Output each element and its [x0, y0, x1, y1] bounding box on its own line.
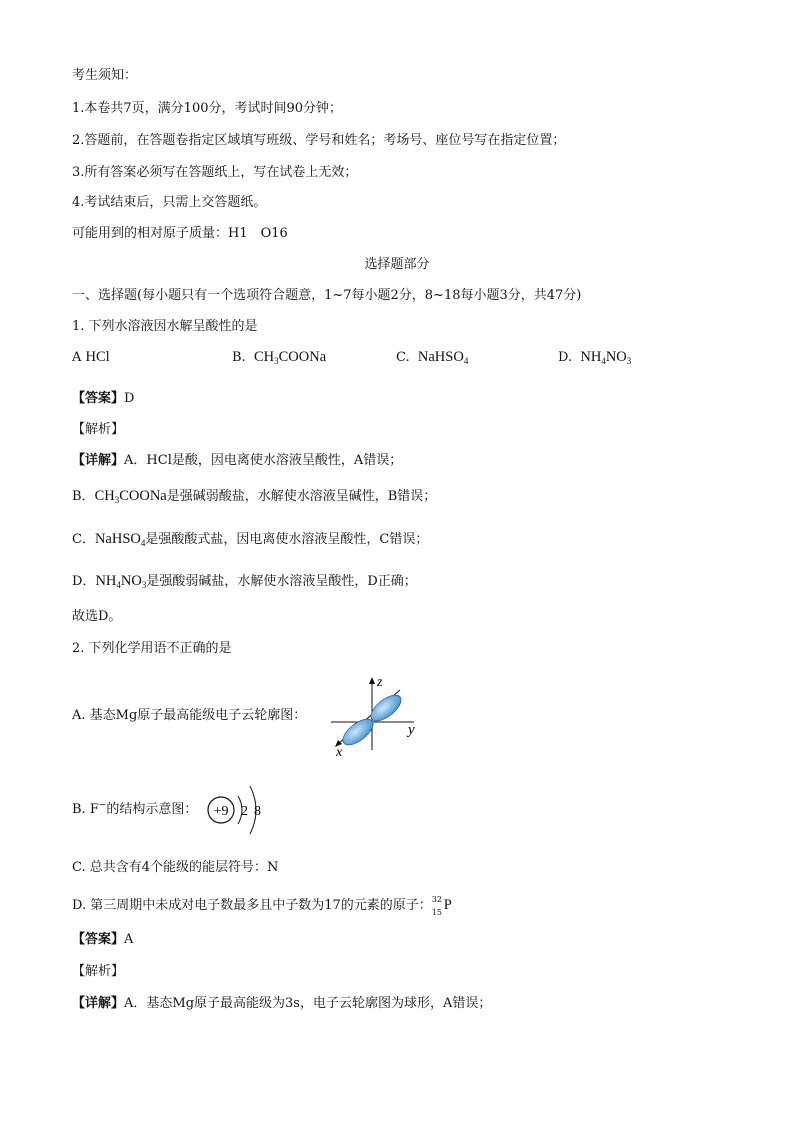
- notice-item-1: 1.本卷共7页，满分100分，考试时间90分钟；: [72, 101, 343, 116]
- q2-option-b-prefix: B. F: [72, 802, 99, 817]
- isotope-notation: [431, 895, 444, 917]
- q2-detail-a-text: A．基态Mg原子最高能级为3s，电子云轮廓图为球形，A错误；: [124, 996, 492, 1011]
- notice-item-3: 3.所有答案必须写在答题纸上，写在试卷上无效；: [72, 165, 358, 180]
- detail-b-formula: $CH_3COONa$: [94, 488, 167, 505]
- q1-option-c: [396, 349, 468, 366]
- shell-1-electrons: 2: [241, 804, 248, 819]
- notice-title: 考生须知：: [72, 68, 138, 83]
- detail-c-text: 是强酸酸式盐，因电离使水溶液呈酸性，C错误；: [145, 532, 429, 547]
- q1-option-a: [72, 349, 110, 366]
- q2-detail-a: [72, 995, 491, 1013]
- q1-option-d: [558, 349, 631, 366]
- notice-item-4: 4.考试结束后，只需上交答题纸。: [72, 195, 267, 210]
- detail-label: 【详解】: [72, 996, 125, 1011]
- q2-answer: [72, 931, 133, 949]
- q1-detail-d: [72, 572, 417, 591]
- q1-conclusion: 故选D。: [72, 609, 122, 624]
- q1-option-b-letter: B.: [232, 350, 246, 365]
- answer-value: A: [124, 932, 134, 947]
- detail-a-text: A．HCl是酸，因电离使水溶液呈酸性，A错误；: [124, 453, 403, 468]
- q1-option-b-formula: $CH_3COONa$: [253, 349, 327, 366]
- detail-d-formula: $NH_4NO_3$: [95, 573, 147, 590]
- answer-label: 【答案】: [72, 391, 125, 406]
- detail-b-prefix: B．: [72, 489, 95, 504]
- answer-value: D: [124, 391, 135, 406]
- nucleus-charge: +9: [213, 804, 229, 819]
- isotope-atomic-number: 15: [431, 908, 442, 917]
- q2-option-b-text: 的结构示意图：: [106, 802, 198, 817]
- q1-option-d-formula: $NH_4NO_3$: [580, 349, 632, 366]
- q1-option-c-letter: C.: [396, 350, 410, 365]
- q1-option-a-formula: HCl: [85, 349, 110, 365]
- q2-option-c: C. 总共含有4个能级的能层符号：N: [72, 860, 279, 875]
- q1-analysis-label: 【解析】: [72, 422, 125, 437]
- x-axis-label: x: [336, 745, 343, 758]
- q1-option-c-formula: NaHSO$_4$: [417, 349, 469, 366]
- answer-label: 【答案】: [72, 932, 125, 947]
- q2-option-b: B. F−的结构示意图：: [72, 800, 198, 817]
- q1-option-d-letter: D.: [558, 350, 573, 365]
- detail-c-formula: NaHSO$_4$: [94, 531, 146, 548]
- q2-analysis-label: 【解析】: [72, 964, 125, 979]
- q2-option-a: A. 基态Mg原子最高能级电子云轮廓图：: [72, 708, 307, 723]
- section-title: 选择题部分: [364, 257, 430, 272]
- fluoride-structure-diagram: [204, 780, 274, 840]
- detail-c-prefix: C．: [72, 532, 95, 547]
- notice-item-2: 2.答题前，在答题卷指定区域填写班级、学号和姓名；考场号、座位号写在指定位置；: [72, 133, 566, 148]
- detail-b-text: 是强碱弱酸盐，水解使水溶液呈碱性，B错误；: [166, 489, 437, 504]
- z-axis-arrow: [369, 677, 375, 684]
- isotope-mass-number: 32: [431, 895, 442, 904]
- q1-detail-a: [72, 452, 402, 470]
- q1-detail-b: [72, 487, 436, 506]
- z-axis-label: z: [377, 675, 383, 690]
- q1-detail-c: [72, 530, 428, 549]
- p-orbital-diagram: [326, 672, 422, 758]
- atomic-mass-line: 可能用到的相对原子质量：H1 O16: [72, 226, 288, 241]
- part-header: 一、选择题(每小题只有一个选项符合题意，1~7每小题2分，8~18每小题3分，共47分): [72, 288, 582, 303]
- isotope-symbol: P: [443, 897, 452, 913]
- q1-option-a-letter: A: [72, 350, 82, 365]
- q1-stem: 1. 下列水溶液因水解呈酸性的是: [72, 319, 258, 334]
- q2-stem: 2. 下列化学用语不正确的是: [72, 641, 232, 656]
- q1-answer: [72, 390, 134, 408]
- detail-d-text: 是强酸弱碱盐，水解使水溶液呈酸性，D正确；: [146, 574, 417, 589]
- shell-2-electrons: 8: [254, 804, 261, 819]
- q1-option-b: [232, 349, 326, 366]
- y-axis-label: y: [408, 722, 415, 738]
- detail-d-prefix: D．: [72, 574, 96, 589]
- q2-option-d: [72, 895, 452, 915]
- q2-option-d-text: D. 第三周期中未成对电子数最多且中子数为17的元素的原子：: [72, 898, 432, 913]
- detail-label: 【详解】: [72, 453, 125, 468]
